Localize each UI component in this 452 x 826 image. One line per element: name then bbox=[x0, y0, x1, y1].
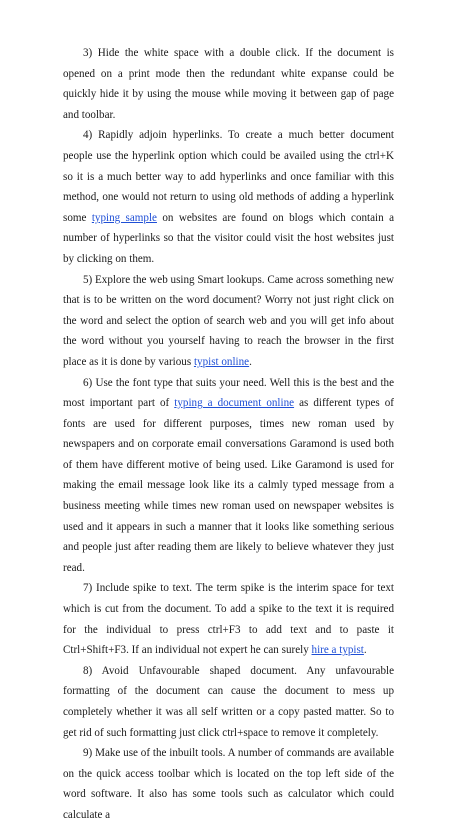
paragraph-text: 3) Hide the white space with a double click. If the document is opened on a print mode then the redundant white expanse could be quickly hide it by using the mouse while moving it between gap of page and toolbar. bbox=[63, 47, 394, 121]
paragraph-text: 6) Use the font type that suits your need. Well this is the best and the most important part of bbox=[63, 376, 394, 410]
paragraph-text: . bbox=[363, 644, 367, 657]
paragraph-text: as different types of fonts are used for different purposes, times new roman used by newspapers and on corporate email conversations Garamond is used both of them have different motive of being used. Like Garamond is used for making the email message look like its a calmly typed message from a business meeting while times new roman used on newspaper websites is used and it appears in such a manner that it looks like something serious and people just after reading them are likely to believe whatever they just read. bbox=[63, 397, 395, 574]
paragraph-text: 4) Rapidly adjoin hyperlinks. To create a much better document people use the hyperlink option which could be availed using the ctrl+K so it is a much better way to add hyperlinks and once familiar with this method, one would not return to using old methods of adding a hyperlink some bbox=[63, 129, 394, 224]
paragraph-text: 8) Avoid Unfavourable shaped document. Any unfavourable formatting of the document can cause the document to mess up completely whether it was all self written or a copy pasted matter. So to get rid of such formatting just click ctrl+space to remove it completely. bbox=[63, 664, 394, 739]
paragraph-text: on websites are found on blogs which contain a number of hyperlinks so that the visitor could visit the host websites just by clicking on them. bbox=[63, 211, 394, 265]
paragraph-text: . bbox=[249, 355, 252, 368]
paragraph-text: 5) Explore the web using Smart lookups. Came across something new that is to be written on the word document? Worry not just right click on the word and select the option of search web and you will get info about the word without you yourself having to reach the browser in the first place as it is done by various bbox=[63, 273, 394, 368]
paragraph bbox=[63, 373, 394, 579]
hyperlink[interactable]: typing a document online bbox=[174, 397, 295, 410]
paragraph bbox=[63, 125, 394, 269]
paragraph bbox=[63, 661, 394, 743]
hyperlink[interactable]: typing sample bbox=[91, 211, 157, 224]
hyperlink[interactable]: typist online bbox=[193, 355, 250, 368]
paragraph-text: 7) Include spike to text. The term spike is the interim space for text which is cut from the document. To add a spike to the text it is required for the individual to press ctrl+F3 to add text and to paste it Ctrl+Shift+F3. If an individual not expert he can surely bbox=[63, 582, 394, 657]
paragraph-text: 9) Make use of the inbuilt tools. A number of commands are available on the quick access toolbar which is located on the top left side of the word software. It also has some tools such as calculator which could calculate a bbox=[63, 747, 394, 821]
paragraph bbox=[63, 270, 394, 373]
paragraph bbox=[63, 43, 394, 125]
paragraph bbox=[63, 578, 394, 660]
paragraph bbox=[63, 743, 394, 825]
hyperlink[interactable]: hire a typist bbox=[311, 644, 364, 657]
document-body bbox=[63, 43, 394, 826]
